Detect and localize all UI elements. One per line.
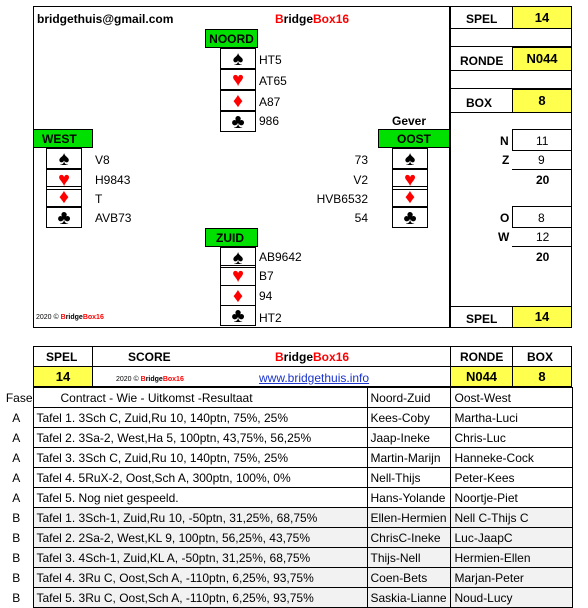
box-label: BOX xyxy=(466,96,493,110)
results-table xyxy=(0,387,573,608)
table-row xyxy=(0,588,572,608)
west-diamond-icon: ♦ xyxy=(46,186,82,207)
row-noord-zuid: Saskia-Lianne xyxy=(367,588,450,608)
score-ronde-label: RONDE xyxy=(460,350,504,364)
row-fase: B xyxy=(0,588,33,608)
noord-clubs: 986 xyxy=(259,114,280,128)
zuid-diamonds: 94 xyxy=(259,289,273,303)
oost-clubs: 54 xyxy=(354,211,368,225)
row-contract: Tafel 4. 5RuX-2, Oost,Sch A, 300ptn, 100%, 0% xyxy=(33,468,367,488)
website-link[interactable]: www.bridgethuis.info xyxy=(259,371,370,385)
row-contract: Tafel 4. 3Ru C, Oost,Sch A, -110ptn, 6,25%, 93,75% xyxy=(33,568,367,588)
row-oost-west: Peter-Kees xyxy=(450,468,572,488)
oost-diamond-icon: ♦ xyxy=(392,186,428,207)
score-title: SCORE xyxy=(128,350,171,364)
ow-total: 20 xyxy=(536,250,550,264)
west-spade-icon: ♠ xyxy=(46,148,82,169)
row-noord-zuid: Ellen-Hermien xyxy=(367,508,450,528)
row-noord-zuid: Nell-Thijs xyxy=(367,468,450,488)
score-brand-logo: BridgeBox16 xyxy=(275,350,350,364)
zuid-diamond-icon: ♦ xyxy=(220,285,256,306)
oost-heart-icon: ♥ xyxy=(392,169,428,190)
west-hearts: H9843 xyxy=(95,173,131,187)
z-value: 9 xyxy=(538,153,545,167)
w-label: W xyxy=(498,230,510,244)
row-fase: A xyxy=(0,428,33,448)
oost-spade-icon: ♠ xyxy=(392,148,428,169)
table-row xyxy=(0,508,572,528)
row-noord-zuid: Jaap-Ineke xyxy=(367,428,450,448)
copyright: 2020 © BridgeBox16 xyxy=(36,314,104,321)
row-noord-zuid: Hans-Yolande xyxy=(367,488,450,508)
score-spel-label: SPEL xyxy=(46,350,78,364)
row-oost-west: Hermien-Ellen xyxy=(450,548,572,568)
zuid-spades: AB9642 xyxy=(259,250,302,264)
o-value: 8 xyxy=(538,211,545,225)
score-box-label: BOX xyxy=(527,350,554,364)
spel-value-bottom: 14 xyxy=(512,306,572,328)
zuid-spade-icon: ♠ xyxy=(220,247,256,268)
score-ronde-value: N044 xyxy=(450,366,513,387)
row-contract: Tafel 1. 3Sch-1, Zuid,Ru 10, -50ptn, 31,25%, 68,75% xyxy=(33,508,367,528)
col-contract-header: Contract - Wie - Uitkomst -Resultaat xyxy=(33,388,367,408)
w-value: 12 xyxy=(536,230,550,244)
zuid-heart-icon: ♥ xyxy=(220,265,256,286)
row-contract: Tafel 3. 4Sch-1, Zuid,KL A, -50ptn, 31,25%, 68,75% xyxy=(33,548,367,568)
table-row xyxy=(0,408,572,428)
z-label: Z xyxy=(502,153,510,167)
row-noord-zuid: Coen-Bets xyxy=(367,568,450,588)
results-header-row xyxy=(0,388,572,408)
row-fase: B xyxy=(0,548,33,568)
row-noord-zuid: ChrisC-Ineke xyxy=(367,528,450,548)
col-ow-header: Oost-West xyxy=(450,388,572,408)
email-address: bridgethuis@gmail.com xyxy=(37,12,174,26)
noord-club-icon: ♣ xyxy=(220,111,256,132)
spel-label-bottom: SPEL xyxy=(466,312,498,326)
oost-spades: 73 xyxy=(354,153,368,167)
row-oost-west: Nell C-Thijs C xyxy=(450,508,572,528)
table-row xyxy=(0,448,572,468)
row-fase: A xyxy=(0,468,33,488)
west-clubs: AVB73 xyxy=(95,211,132,225)
noord-diamond-icon: ♦ xyxy=(220,90,256,111)
col-nz-header: Noord-Zuid xyxy=(367,388,450,408)
row-oost-west: Noud-Lucy xyxy=(450,588,572,608)
oost-label: OOST xyxy=(378,129,450,148)
noord-hearts: AT65 xyxy=(259,74,287,88)
row-fase: A xyxy=(0,488,33,508)
west-heart-icon: ♥ xyxy=(46,169,82,190)
zuid-hearts: B7 xyxy=(259,269,274,283)
col-fase-header: Fase xyxy=(5,390,33,405)
row-contract: Tafel 5. Nog niet gespeeld. xyxy=(33,488,367,508)
oost-diamonds: HVB6532 xyxy=(316,192,368,206)
table-row xyxy=(0,468,572,488)
row-oost-west: Luc-JaapC xyxy=(450,528,572,548)
noord-spade-icon: ♠ xyxy=(220,48,256,69)
west-club-icon: ♣ xyxy=(46,207,82,228)
oost-club-icon: ♣ xyxy=(392,207,428,228)
spel-label: SPEL xyxy=(466,12,498,26)
spel-value: 14 xyxy=(512,6,572,29)
box-value: 8 xyxy=(512,89,572,113)
row-contract: Tafel 3. 3Sch C, Zuid,Ru 10, 140ptn, 75%, 25% xyxy=(33,448,367,468)
zuid-clubs: HT2 xyxy=(259,311,282,325)
west-spades: V8 xyxy=(95,153,110,167)
score-copyright: 2020 © BridgeBox16 xyxy=(116,376,184,383)
row-oost-west: Marjan-Peter xyxy=(450,568,572,588)
brand-logo: BridgeBox16 xyxy=(275,12,350,26)
table-row xyxy=(0,548,572,568)
row-fase: A xyxy=(0,408,33,428)
row-oost-west: Hanneke-Cock xyxy=(450,448,572,468)
row-contract: Tafel 2. 2Sa-2, West,KL 9, 100ptn, 56,25%, 43,75% xyxy=(33,528,367,548)
row-fase: B xyxy=(0,568,33,588)
row-fase: B xyxy=(0,508,33,528)
oost-hearts: V2 xyxy=(353,173,368,187)
table-row xyxy=(0,428,572,448)
table-row xyxy=(0,528,572,548)
row-fase: A xyxy=(0,448,33,468)
noord-label: NOORD xyxy=(205,29,258,48)
noord-spades: HT5 xyxy=(259,53,282,67)
row-fase: B xyxy=(0,528,33,548)
nz-total: 20 xyxy=(536,173,550,187)
zuid-club-icon: ♣ xyxy=(220,305,256,326)
table-row xyxy=(0,568,572,588)
row-oost-west: Chris-Luc xyxy=(450,428,572,448)
row-noord-zuid: Kees-Coby xyxy=(367,408,450,428)
row-contract: Tafel 2. 3Sa-2, West,Ha 5, 100ptn, 43,75%, 56,25% xyxy=(33,428,367,448)
row-noord-zuid: Martin-Marijn xyxy=(367,448,450,468)
row-noord-zuid: Thijs-Nell xyxy=(367,548,450,568)
n-value: 11 xyxy=(536,134,549,148)
noord-heart-icon: ♥ xyxy=(220,69,256,90)
noord-diamonds: A87 xyxy=(259,95,281,109)
west-diamonds: T xyxy=(95,192,103,206)
west-label: WEST xyxy=(33,129,93,148)
score-spel-value: 14 xyxy=(33,366,93,387)
ronde-value: N044 xyxy=(512,47,572,71)
o-label: O xyxy=(500,211,510,225)
score-box-value: 8 xyxy=(512,366,572,387)
row-contract: Tafel 1. 3Sch C, Zuid,Ru 10, 140ptn, 75%, 25% xyxy=(33,408,367,428)
table-row xyxy=(0,488,572,508)
ronde-label: RONDE xyxy=(460,54,504,68)
row-contract: Tafel 5. 3Ru C, Oost,Sch A, -110ptn, 6,25%, 93,75% xyxy=(33,588,367,608)
zuid-label: ZUID xyxy=(205,228,258,247)
row-oost-west: Noortje-Piet xyxy=(450,488,572,508)
row-oost-west: Martha-Luci xyxy=(450,408,572,428)
n-label: N xyxy=(500,134,509,148)
gever-label: Gever xyxy=(392,114,427,128)
